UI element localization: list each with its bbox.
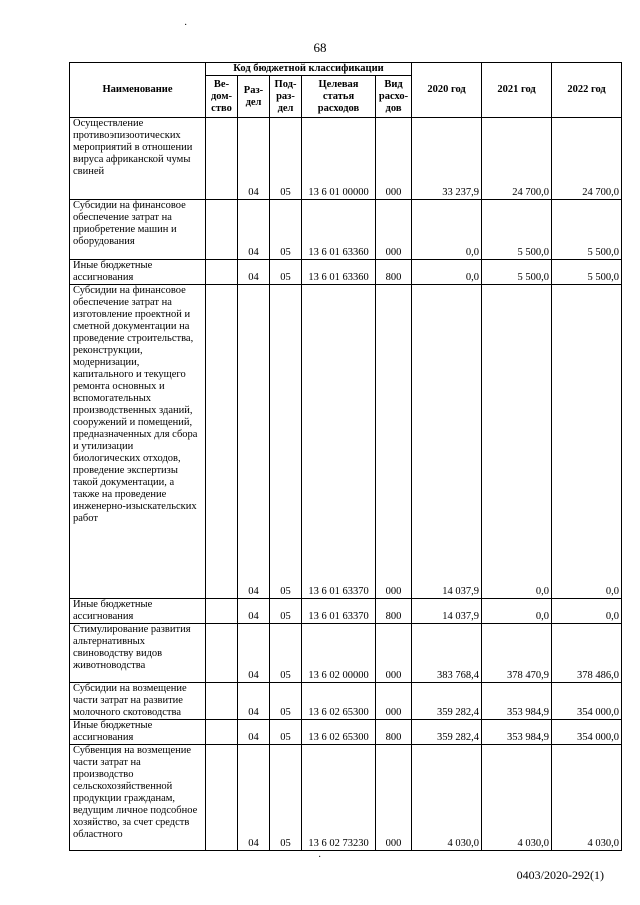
cell-podrazdel: 05: [270, 745, 302, 851]
cell-2021: 5 500,0: [482, 260, 552, 285]
cell-vid: 800: [376, 720, 412, 745]
table-row: [70, 745, 622, 851]
cell-vedomstvo: [206, 285, 238, 599]
cell-podrazdel: 05: [270, 200, 302, 260]
cell-2020: 359 282,4: [412, 683, 482, 720]
cell-razdel: 04: [238, 683, 270, 720]
cell-2022: 378 486,0: [552, 624, 622, 683]
cell-razdel: 04: [238, 200, 270, 260]
cell-2021: 5 500,0: [482, 200, 552, 260]
cell-2020: 4 030,0: [412, 745, 482, 851]
cell-podrazdel: 05: [270, 599, 302, 624]
header-name: Наименование: [70, 63, 206, 118]
cell-2020: 14 037,9: [412, 599, 482, 624]
cell-vid: 000: [376, 683, 412, 720]
scan-speck: ·: [318, 852, 322, 863]
cell-2022: 4 030,0: [552, 745, 622, 851]
table-row: [70, 599, 622, 624]
cell-target: 13 6 02 65300: [302, 683, 376, 720]
cell-2022: 354 000,0: [552, 720, 622, 745]
budget-table: [69, 62, 622, 851]
cell-razdel: 04: [238, 118, 270, 200]
cell-podrazdel: 05: [270, 683, 302, 720]
cell-2021: 353 984,9: [482, 720, 552, 745]
cell-2022: 24 700,0: [552, 118, 622, 200]
cell-target: 13 6 01 63370: [302, 599, 376, 624]
cell-vedomstvo: [206, 720, 238, 745]
cell-vid: 800: [376, 260, 412, 285]
cell-name: Иные бюджетные ассигнования: [70, 720, 206, 745]
cell-name: Осуществление противоэпизоотических мероприятий в отношении вируса африканской чумы свиней: [70, 118, 206, 200]
header-2021: 2021 год: [482, 63, 552, 118]
page-number: 68: [313, 40, 327, 55]
document-code: 0403/2020-292(1): [516, 868, 604, 882]
cell-vid: 000: [376, 624, 412, 683]
cell-name: Субсидии на финансовое обеспечение затрат на приобретение машин и оборудования: [70, 200, 206, 260]
cell-name: Стимулирование развития альтернативных свиноводству видов животноводства: [70, 624, 206, 683]
cell-target: 13 6 02 73230: [302, 745, 376, 851]
cell-2022: 0,0: [552, 599, 622, 624]
header-2020: 2020 год: [412, 63, 482, 118]
cell-2022: 5 500,0: [552, 260, 622, 285]
table-row: [70, 285, 622, 599]
cell-target: 13 6 01 00000: [302, 118, 376, 200]
header-2022: 2022 год: [552, 63, 622, 118]
cell-razdel: 04: [238, 745, 270, 851]
cell-target: 13 6 02 65300: [302, 720, 376, 745]
cell-podrazdel: 05: [270, 624, 302, 683]
cell-2022: 5 500,0: [552, 200, 622, 260]
cell-vedomstvo: [206, 624, 238, 683]
cell-2021: 0,0: [482, 599, 552, 624]
cell-razdel: 04: [238, 285, 270, 599]
cell-razdel: 04: [238, 624, 270, 683]
cell-podrazdel: 05: [270, 720, 302, 745]
cell-podrazdel: 05: [270, 118, 302, 200]
cell-target: 13 6 01 63360: [302, 260, 376, 285]
cell-vid: 000: [376, 745, 412, 851]
cell-2020: 383 768,4: [412, 624, 482, 683]
cell-2020: 33 237,9: [412, 118, 482, 200]
header-target: Целевая статья расходов: [302, 76, 376, 118]
table-row: [70, 624, 622, 683]
cell-2020: 0,0: [412, 260, 482, 285]
table-row: [70, 200, 622, 260]
scan-speck: ·: [184, 20, 188, 31]
cell-vid: 000: [376, 118, 412, 200]
cell-2022: 354 000,0: [552, 683, 622, 720]
header-podrazdel: Под-раз-дел: [270, 76, 302, 118]
header-razdel: Раз-дел: [238, 76, 270, 118]
cell-2020: 0,0: [412, 200, 482, 260]
table-row: [70, 683, 622, 720]
header-vid: Вид расхо-дов: [376, 76, 412, 118]
table-row: [70, 260, 622, 285]
cell-2021: 0,0: [482, 285, 552, 599]
cell-2021: 4 030,0: [482, 745, 552, 851]
cell-vid: 800: [376, 599, 412, 624]
cell-razdel: 04: [238, 720, 270, 745]
cell-name: Субсидии на финансовое обеспечение затрат на изготовление проектной и сметной документации на проведение строительства, реконструкции, модернизации, капитального и текущего ремонта основных и вспомогательных производственных зданий, сооружений и помещений, предназначенных для сбора и утилизации биологических отходов, проведение экспертизы такой документации, а также на проведение инженерно-изыскательских работ: [70, 285, 206, 599]
cell-target: 13 6 01 63370: [302, 285, 376, 599]
header-vedomstvo: Ве-дом-ство: [206, 76, 238, 118]
cell-2021: 378 470,9: [482, 624, 552, 683]
cell-target: 13 6 02 00000: [302, 624, 376, 683]
cell-vedomstvo: [206, 599, 238, 624]
cell-2020: 359 282,4: [412, 720, 482, 745]
cell-vedomstvo: [206, 260, 238, 285]
cell-2021: 24 700,0: [482, 118, 552, 200]
cell-vid: 000: [376, 200, 412, 260]
table-row: [70, 720, 622, 745]
cell-name: Иные бюджетные ассигнования: [70, 599, 206, 624]
cell-2021: 353 984,9: [482, 683, 552, 720]
cell-podrazdel: 05: [270, 285, 302, 599]
cell-vedomstvo: [206, 683, 238, 720]
cell-name: Иные бюджетные ассигнования: [70, 260, 206, 285]
table-row: [70, 118, 622, 200]
cell-razdel: 04: [238, 260, 270, 285]
cell-podrazdel: 05: [270, 260, 302, 285]
cell-name: Субвенция на возмещение части затрат на производство сельскохозяйственной продукции гражданам, ведущим личное подсобное хозяйство, за счет средств областного: [70, 745, 206, 851]
cell-name: Субсидии на возмещение части затрат на развитие молочного скотоводства: [70, 683, 206, 720]
cell-vid: 000: [376, 285, 412, 599]
cell-target: 13 6 01 63360: [302, 200, 376, 260]
cell-vedomstvo: [206, 118, 238, 200]
header-code-group: Код бюджетной классификации: [206, 63, 412, 76]
cell-razdel: 04: [238, 599, 270, 624]
cell-2020: 14 037,9: [412, 285, 482, 599]
cell-2022: 0,0: [552, 285, 622, 599]
cell-vedomstvo: [206, 200, 238, 260]
cell-vedomstvo: [206, 745, 238, 851]
